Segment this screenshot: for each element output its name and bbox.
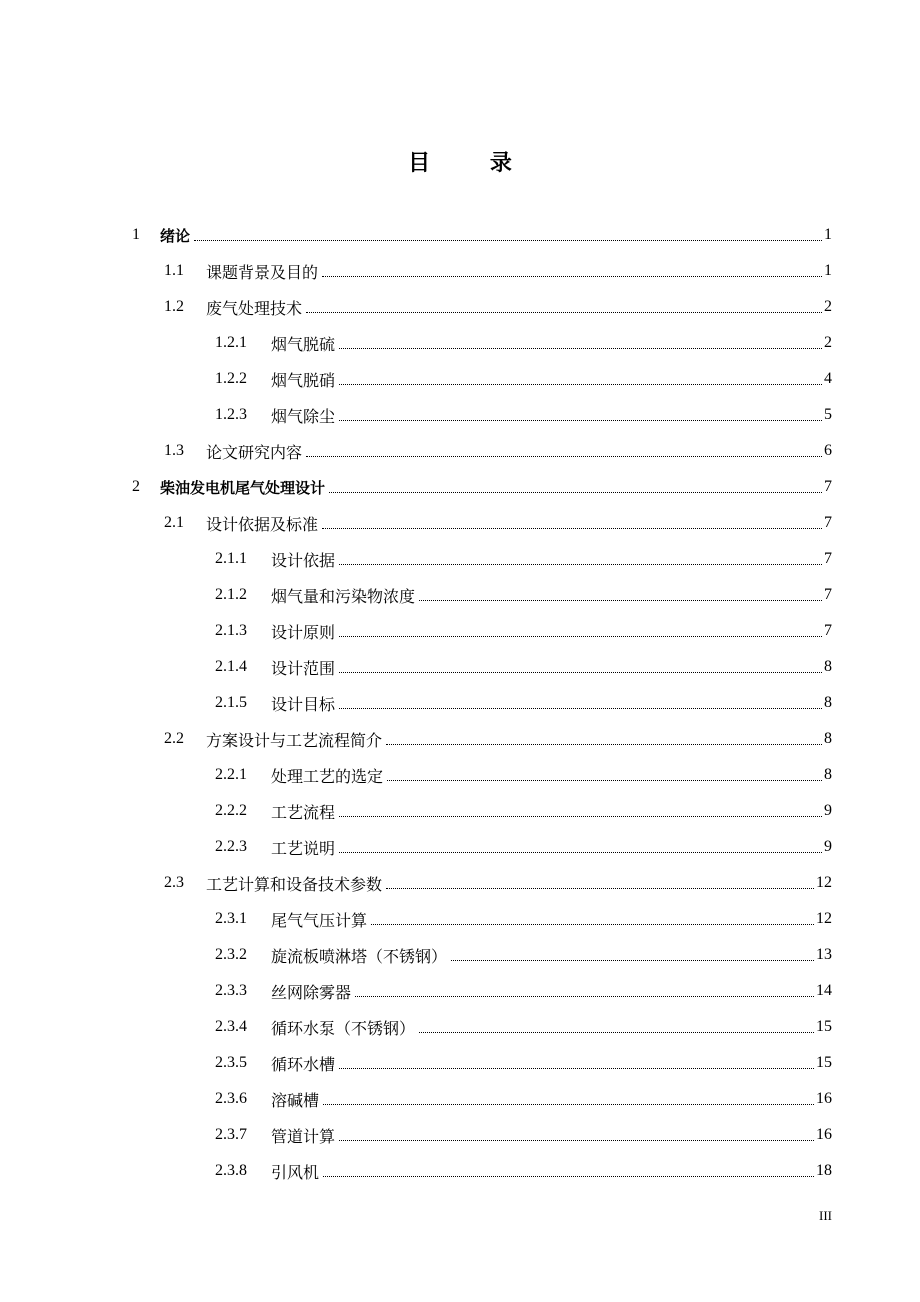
toc-entry-label: 烟气脱硝 <box>271 372 336 390</box>
toc-entry[interactable] <box>164 289 832 325</box>
toc-entry[interactable] <box>132 469 832 505</box>
toc-leader-dots <box>339 347 822 349</box>
toc-entry[interactable] <box>215 397 832 433</box>
toc-entry-number: 2.3 <box>164 874 184 891</box>
toc-entry-label: 管道计算 <box>271 1128 336 1146</box>
toc-leader-dots <box>194 239 822 241</box>
toc-entry-label: 废气处理技术 <box>206 300 303 318</box>
toc-entry[interactable] <box>132 217 832 253</box>
toc-entry-page: 1 <box>824 262 832 279</box>
toc-entry-page: 18 <box>816 1162 832 1179</box>
toc-leader-dots <box>339 1139 814 1141</box>
toc-entry-label: 工艺计算和设备技术参数 <box>206 876 383 894</box>
toc-leader-dots <box>323 1175 814 1177</box>
toc-entry-number: 2.2.3 <box>215 838 247 855</box>
toc-entry-page: 5 <box>824 406 832 423</box>
toc-entry[interactable] <box>215 577 832 613</box>
toc-entry-page: 7 <box>824 622 832 639</box>
toc-entry-label: 尾气气压计算 <box>271 912 368 930</box>
toc-entry[interactable] <box>215 1153 832 1189</box>
toc-entry-page: 7 <box>824 514 832 531</box>
toc-entry[interactable] <box>215 649 832 685</box>
toc-entry-number: 2.2.2 <box>215 802 247 819</box>
toc-entry-number: 2.3.3 <box>215 982 247 999</box>
toc-entry-page: 7 <box>824 550 832 567</box>
toc-entry-label: 工艺说明 <box>271 840 336 858</box>
toc-leader-dots <box>322 527 822 529</box>
toc-entry-page: 1 <box>824 226 832 243</box>
toc-entry-number: 1.2 <box>164 298 184 315</box>
toc-entry[interactable] <box>215 757 832 793</box>
toc-entry-page: 16 <box>816 1126 832 1143</box>
toc-entry-number: 2.2 <box>164 730 184 747</box>
toc-entry-page: 2 <box>824 334 832 351</box>
toc-entry[interactable] <box>215 325 832 361</box>
toc-leader-dots <box>339 563 822 565</box>
toc-entry-label: 烟气除尘 <box>271 408 336 426</box>
toc-leader-dots <box>339 671 822 673</box>
toc-entry-number: 2.1.5 <box>215 694 247 711</box>
toc-leader-dots <box>339 383 822 385</box>
toc-entry[interactable] <box>215 1117 832 1153</box>
toc-entry[interactable] <box>215 613 832 649</box>
toc-entry[interactable] <box>215 793 832 829</box>
toc-entry-label: 循环水泵（不锈钢） <box>271 1020 416 1038</box>
toc-entry-number: 2.1.2 <box>215 586 247 603</box>
toc-entry[interactable] <box>215 901 832 937</box>
toc-leader-dots <box>419 1031 814 1033</box>
toc-entry-label: 烟气脱硫 <box>271 336 336 354</box>
toc-entry[interactable] <box>215 829 832 865</box>
page-title: 目 录 <box>408 151 538 176</box>
toc-entry[interactable] <box>215 1009 832 1045</box>
toc-entry-label: 烟气量和污染物浓度 <box>271 588 416 606</box>
toc-entry-page: 8 <box>824 694 832 711</box>
toc-entry-label: 处理工艺的选定 <box>271 768 384 786</box>
toc-entry-page: 16 <box>816 1090 832 1107</box>
toc-entry-number: 2.3.7 <box>215 1126 247 1143</box>
toc-entry-page: 2 <box>824 298 832 315</box>
toc-entry[interactable] <box>215 541 832 577</box>
toc-leader-dots <box>339 851 822 853</box>
toc-entry-label: 丝网除雾器 <box>271 984 352 1002</box>
toc-leader-dots <box>387 779 822 781</box>
toc-entry[interactable] <box>215 1081 832 1117</box>
toc-entry-number: 1.2.3 <box>215 406 247 423</box>
toc-entry-page: 8 <box>824 658 832 675</box>
toc-entry[interactable] <box>215 361 832 397</box>
toc-entry[interactable] <box>215 685 832 721</box>
toc-entry-page: 9 <box>824 838 832 855</box>
toc-entry-page: 12 <box>816 874 832 891</box>
toc-entry[interactable] <box>164 721 832 757</box>
toc-leader-dots <box>451 959 814 961</box>
toc-entry[interactable] <box>164 505 832 541</box>
page-number: III <box>819 1208 832 1223</box>
toc-leader-dots <box>339 815 822 817</box>
toc-entry-number: 2.3.4 <box>215 1018 247 1035</box>
toc-entry-page: 14 <box>816 982 832 999</box>
toc-entry-label: 旋流板喷淋塔（不锈钢） <box>271 948 448 966</box>
toc-entry-label: 循环水槽 <box>271 1056 336 1074</box>
toc-entry-page: 8 <box>824 766 832 783</box>
toc-entry-number: 2.1.1 <box>215 550 247 567</box>
toc-entry-page: 8 <box>824 730 832 747</box>
toc-entry-label: 绪论 <box>160 226 191 245</box>
toc-leader-dots <box>371 923 814 925</box>
toc-entry-label: 设计依据 <box>271 552 336 570</box>
toc-entry-number: 1.2.2 <box>215 370 247 387</box>
toc-entry[interactable] <box>164 865 832 901</box>
toc-entry-page: 9 <box>824 802 832 819</box>
toc-leader-dots <box>329 491 822 493</box>
toc-entry-label: 论文研究内容 <box>206 444 303 462</box>
toc-entry-label: 课题背景及目的 <box>206 264 319 282</box>
toc-entry-number: 2.3.5 <box>215 1054 247 1071</box>
toc-entry-number: 1.1 <box>164 262 184 279</box>
toc-entry-page: 7 <box>824 478 832 495</box>
toc-entry-page: 7 <box>824 586 832 603</box>
toc-leader-dots <box>306 311 822 313</box>
toc-leader-dots <box>419 599 822 601</box>
toc-entry-label: 溶碱槽 <box>271 1092 320 1110</box>
toc-entry[interactable] <box>164 253 832 289</box>
toc-leader-dots <box>339 635 822 637</box>
toc-leader-dots <box>386 887 814 889</box>
toc-entry-label: 设计范围 <box>271 660 336 678</box>
toc-entry-label: 设计原则 <box>271 624 336 642</box>
toc-entry-label: 柴油发电机尾气处理设计 <box>160 478 326 497</box>
toc-leader-dots <box>386 743 822 745</box>
toc-entry-number: 2.3.1 <box>215 910 247 927</box>
toc-leader-dots <box>323 1103 814 1105</box>
toc-entry-number: 2.3.8 <box>215 1162 247 1179</box>
toc-entry-page: 13 <box>816 946 832 963</box>
toc-entry-page: 12 <box>816 910 832 927</box>
toc-entry[interactable] <box>215 1045 832 1081</box>
toc-entry-label: 工艺流程 <box>271 804 336 822</box>
toc-entry-label: 引风机 <box>271 1164 320 1182</box>
toc-entry-number: 2.1 <box>164 514 184 531</box>
toc-entry-number: 1 <box>132 226 140 243</box>
toc-entry-page: 15 <box>816 1018 832 1035</box>
toc-leader-dots <box>355 995 814 997</box>
toc-entry[interactable] <box>215 973 832 1009</box>
toc-entry-number: 2 <box>132 478 140 495</box>
toc-entry-number: 2.1.3 <box>215 622 247 639</box>
toc-leader-dots <box>306 455 822 457</box>
toc-leader-dots <box>322 275 822 277</box>
toc-entry-number: 2.3.2 <box>215 946 247 963</box>
toc-entry-number: 1.2.1 <box>215 334 247 351</box>
toc-entry-label: 设计依据及标准 <box>206 516 319 534</box>
toc-entry[interactable] <box>164 433 832 469</box>
toc-entry-label: 设计目标 <box>271 696 336 714</box>
toc-entry-number: 2.2.1 <box>215 766 247 783</box>
toc-entry-number: 1.3 <box>164 442 184 459</box>
toc-entry-number: 2.1.4 <box>215 658 247 675</box>
toc-entry[interactable] <box>215 937 832 973</box>
toc-entry-page: 6 <box>824 442 832 459</box>
toc-leader-dots <box>339 707 822 709</box>
toc-entry-number: 2.3.6 <box>215 1090 247 1107</box>
toc-leader-dots <box>339 1067 814 1069</box>
toc-entry-page: 15 <box>816 1054 832 1071</box>
toc-entry-label: 方案设计与工艺流程简介 <box>206 732 383 750</box>
toc-leader-dots <box>339 419 822 421</box>
toc-entry-page: 4 <box>824 370 832 387</box>
